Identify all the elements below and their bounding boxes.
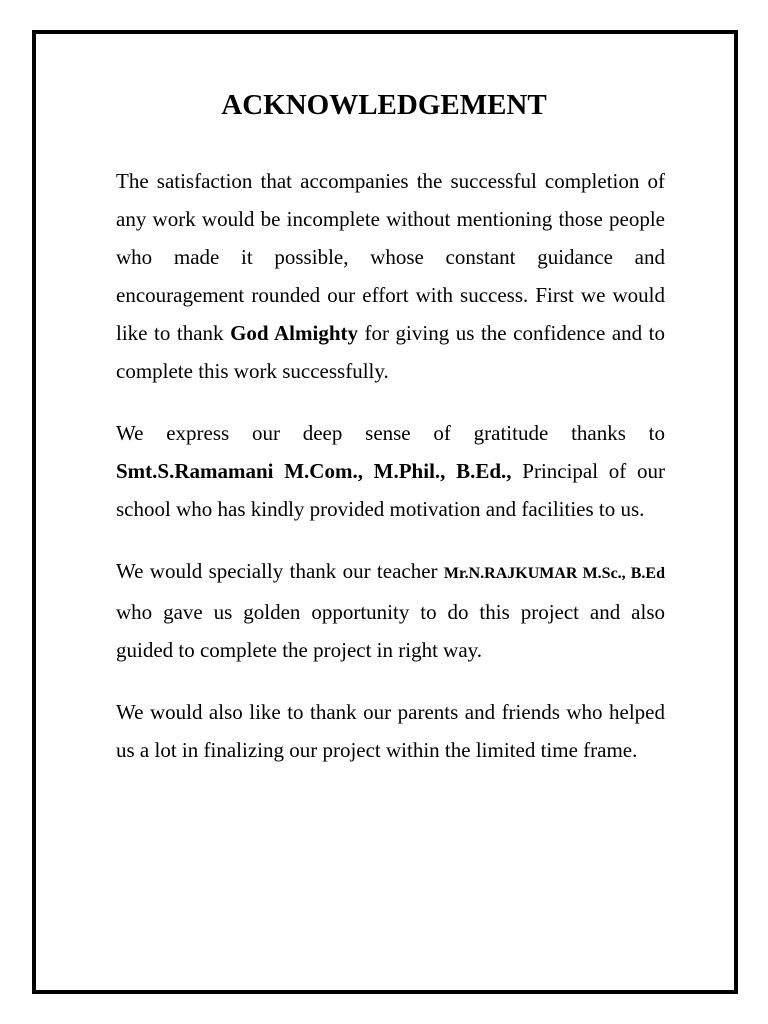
paragraph-1-text-b: for giving us the confidence and to complete this work successfully. (116, 321, 666, 383)
paragraph-2 (116, 414, 665, 528)
paragraph-3-bold: Mr.N.RAJKUMAR M.Sc., B.Ed (443, 565, 665, 582)
paragraph-3 (116, 552, 665, 669)
page-title: ACKNOWLEDGEMENT (221, 89, 547, 121)
paragraph-1 (116, 162, 665, 390)
paragraph-4-text: We would also like to thank our parents and friends who helped us a lot in finalizing our project within the limited time frame. (116, 700, 665, 762)
paragraph-4 (116, 693, 665, 769)
document-body (116, 162, 665, 793)
paragraph-1-text-a: The satisfaction that accompanies the successful completion of any work would be incomplete without mentioning those people who made it possible, whose constant guidance and encouragement rounded our effort with success. First we would like to thank (116, 169, 665, 345)
paragraph-2-bold: Smt.S.Ramamani M.Com., M.Phil., B.Ed., (116, 459, 512, 483)
paragraph-2-text-b: Principal of our school who has kindly provided motivation and facilities to us. (116, 459, 665, 521)
paragraph-3-text-b: who gave us golden opportunity to do this project and also guided to complete the project in right way. (116, 600, 665, 662)
paragraph-2-text-a: We express our deep sense of gratitude thanks to (116, 421, 665, 445)
paragraph-1-bold: God Almighty (230, 321, 358, 345)
paragraph-3-text-a: We would specially thank our teacher (116, 559, 444, 583)
